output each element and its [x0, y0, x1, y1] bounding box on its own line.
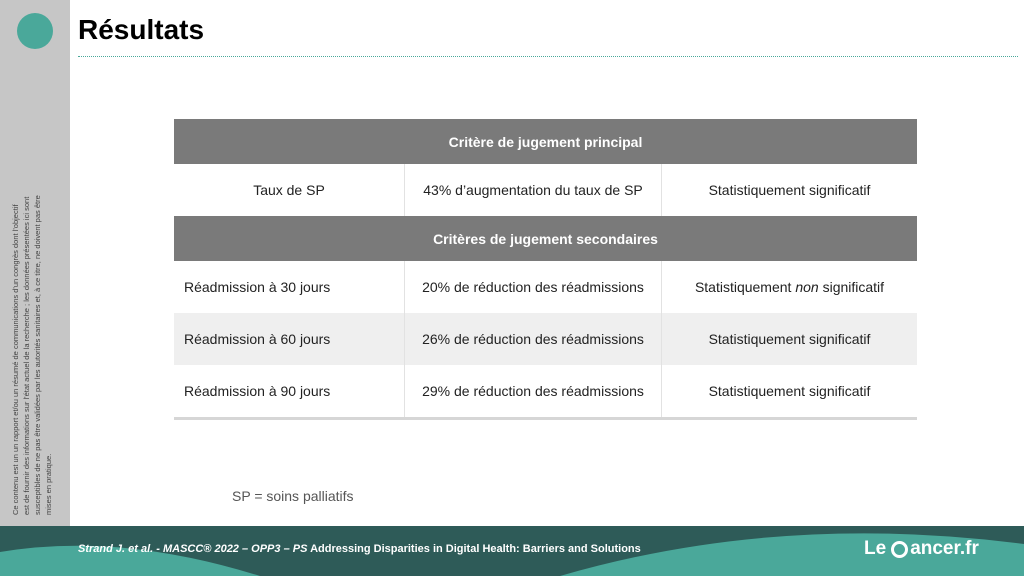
result-cell: 20% de réduction des réadmissions	[405, 261, 662, 313]
significance-cell: Statistiquement significatif	[708, 182, 871, 198]
result-cell: 26% de réduction des réadmissions	[405, 313, 662, 365]
teal-circle-decoration	[17, 13, 53, 49]
secondary-endpoints-header: Critères de jugement secondaires	[174, 216, 917, 261]
citation-title: Addressing Disparities in Digital Health: Barriers and Solutions	[307, 543, 641, 555]
endpoint-cell: Réadmission à 60 jours	[174, 313, 405, 365]
disclaimer-text: Ce contenu est un un rapport et/ou un résumé de communications d'un congrès dont l'objectif est de fournir des informations sur l'état actuel de la recherche ; les données présentées ici sont susceptibles de ne pas être validées par les autorités sanitaires et, à ce titre, ne doivent pas être mises en pratique.	[11, 195, 53, 515]
secondary-endpoints-header-row	[174, 216, 917, 261]
citation-authors: Strand J. et al. - MASCC® 2022 – OPP3 – PS	[78, 543, 308, 555]
title-divider	[78, 56, 1018, 57]
slide-title: Résultats	[78, 14, 205, 45]
results-table	[174, 119, 917, 420]
significance-cell: Statistiquement significatif	[662, 313, 918, 365]
table-row	[174, 261, 917, 313]
citation-text	[78, 543, 641, 555]
significance-cell: Statistiquement significatif	[662, 365, 918, 419]
endpoint-cell: Réadmission à 90 jours	[174, 365, 405, 419]
logo-c-ring-icon	[891, 541, 908, 558]
primary-endpoint-header: Critère de jugement principal	[174, 119, 917, 164]
table-row	[174, 313, 917, 365]
logo-rest: ancer.fr	[910, 538, 979, 559]
table-row	[174, 164, 917, 216]
table-row	[174, 365, 917, 419]
significance-cell	[662, 261, 918, 313]
significance-text-end: significatif	[818, 279, 885, 295]
result-cell: 29% de réduction des réadmissions	[405, 365, 662, 419]
lecancer-logo	[864, 538, 979, 560]
endpoint-cell: Taux de SP	[174, 164, 405, 216]
significance-text-start: Statistiquement	[694, 279, 796, 295]
significance-emphasis: non	[795, 279, 819, 295]
primary-endpoint-header-row	[174, 119, 917, 164]
logo-le: Le	[864, 538, 887, 559]
abbreviation-footnote: SP = soins palliatifs	[232, 488, 354, 504]
result-cell: 43% d’augmentation du taux de SP	[405, 164, 662, 216]
endpoint-cell: Réadmission à 30 jours	[174, 261, 405, 313]
